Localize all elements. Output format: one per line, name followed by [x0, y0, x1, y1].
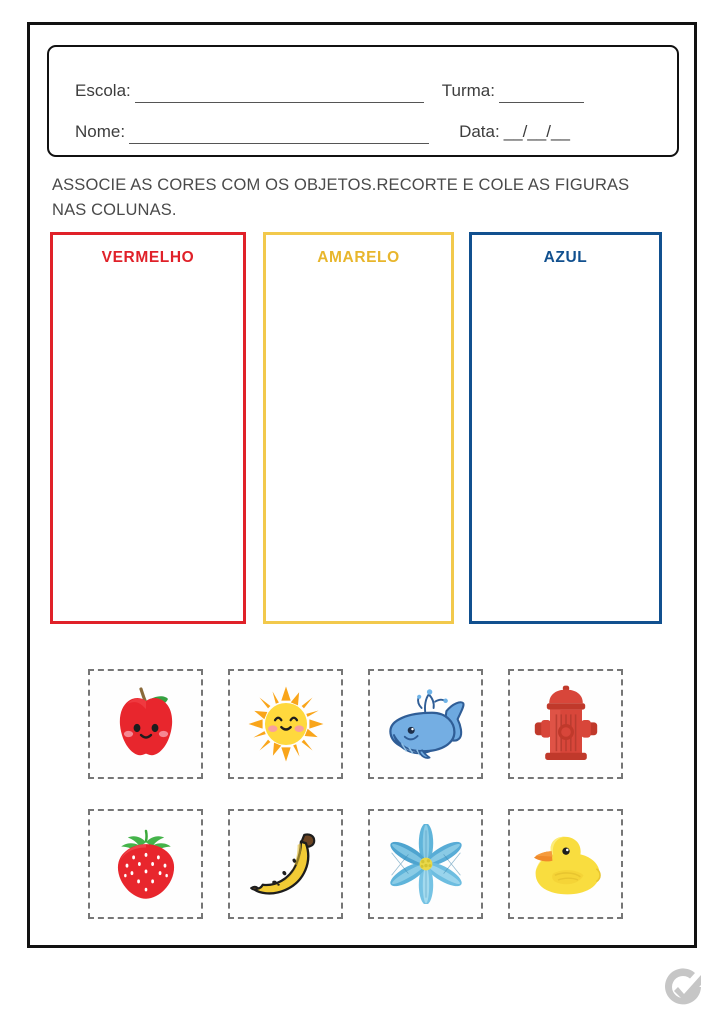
nome-label: Nome: — [75, 122, 126, 141]
nome-input-line[interactable] — [129, 124, 429, 144]
turma-input-line[interactable] — [499, 83, 584, 103]
instruction-text: ASSOCIE AS CORES COM OS OBJETOS.RECORTE E COLE AS FIGURAS NAS COLUNAS. — [52, 176, 630, 219]
column-amarelo[interactable] — [263, 232, 454, 624]
check-circle-logo — [663, 966, 707, 1010]
cutout-row-2 — [88, 809, 658, 921]
column-amarelo-title: AMARELO — [317, 249, 400, 266]
cutout-card-apple[interactable] — [88, 669, 203, 779]
strawberry-icon — [110, 826, 182, 902]
whale-icon — [384, 687, 468, 761]
student-info-box — [47, 45, 679, 157]
apple-icon — [110, 687, 182, 761]
rubber-duck-icon — [526, 827, 606, 901]
color-columns — [50, 232, 686, 624]
escola-input-line[interactable] — [135, 83, 424, 103]
column-azul[interactable] — [469, 232, 662, 624]
column-azul-title: AZUL — [543, 249, 588, 266]
sun-icon — [247, 685, 325, 763]
cutout-card-sun[interactable] — [228, 669, 343, 779]
column-vermelho-title: VERMELHO — [101, 249, 195, 266]
cutout-cards — [88, 643, 658, 923]
escola-row — [49, 65, 677, 103]
nome-row — [49, 106, 677, 144]
cutout-row-1 — [88, 669, 658, 781]
check-circle-logo-icon — [663, 966, 707, 1010]
worksheet-page-frame — [27, 22, 697, 948]
escola-label: Escola: — [75, 81, 131, 100]
cutout-card-fire-hydrant[interactable] — [508, 669, 623, 779]
cutout-card-strawberry[interactable] — [88, 809, 203, 919]
cutout-card-blue-flower[interactable] — [368, 809, 483, 919]
blue-flower-icon — [386, 824, 466, 904]
cutout-card-banana[interactable] — [228, 809, 343, 919]
banana-icon — [246, 825, 326, 903]
fire-hydrant-icon — [533, 684, 599, 764]
cutout-card-whale[interactable] — [368, 669, 483, 779]
data-input-blanks[interactable]: __/__/__ — [503, 122, 570, 141]
cutout-card-rubber-duck[interactable] — [508, 809, 623, 919]
column-vermelho[interactable] — [50, 232, 246, 624]
turma-label: Turma: — [441, 81, 495, 100]
data-label: Data: — [459, 122, 500, 141]
